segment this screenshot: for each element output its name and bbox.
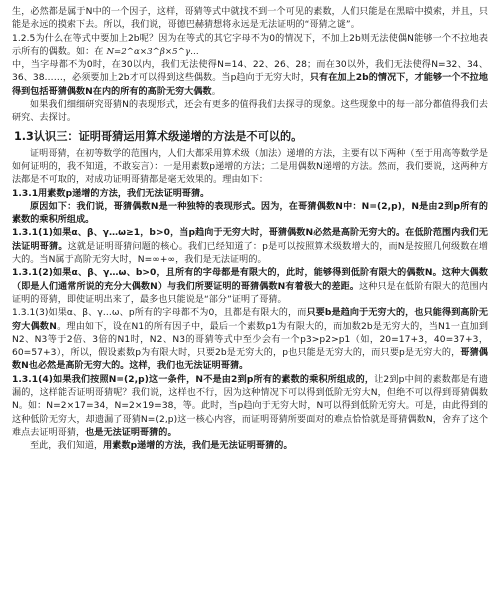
paragraph-1-3-1-4 (12, 374, 488, 440)
subheading-1-3-1 (12, 188, 488, 201)
text-run: 如果我们细细研究哥猜N的表现形式，还会有更多的值得我们去探寻的现象。这些现象中的每一部分都值得我们去研究、去探讨。 (12, 100, 488, 124)
bold-text-run: 1.3.1(1)如果α、β、γ…ω≥1，b>0，当p趋向于无穷大时，哥猜偶数N必然是高阶无穷大的。在低阶范围内我们无法证明哥猜。 (12, 228, 488, 252)
paragraph-1-2-5-cont (12, 59, 488, 99)
bold-text-run: 也是无法证明哥猜的。 (85, 427, 177, 438)
paragraph-phenomena (12, 99, 488, 126)
text-run: 生，必然都是属于N中的一个因子，这样，哥猜等式中就找不到一个可见的素数，人们只能是在黑暗中摸索，并且，只能是永远的摸索下去。所以，我们说，哥德巴赫猜想将永远是无法证明的“哥猜之谜”。 (12, 7, 488, 31)
paragraph-conclusion (12, 440, 488, 453)
bold-text-run: 原因如下：我们说，哥猜偶数N是一种独特的表现形式。因为，在哥猜偶数N中：N=(2,p)，N是由2到p所有的素数的乘积所组成。 (12, 201, 488, 226)
paragraph-1-3-1-2 (12, 267, 488, 307)
section-heading-1-3: 1.3认识三：证明哥猜运用算术级递增的方法是不可以的。 (14, 129, 303, 143)
text-run: 。 (211, 86, 221, 97)
bold-text-run: 用素数p递增的方法，我们是无法证明哥猜的。 (103, 441, 293, 452)
text-run: 让2到p中间的素数都是有遗漏的，这样能否证明哥猜呢？我们说，这样也不行，因为这种情况下可以得到低阶无穷大N，但绝不可以得到哥猜偶数N。如：N=2×17=34，N=2×19=38，等。此时，当p趋向于无穷大时，N可以得到低阶无穷大。可是，由此得到的这种低阶无穷大，却遗漏了哥猜N=(2,p)这一核心内容，而证明哥猜所要面对的难点恰恰就是哥猜偶数N，舍弃了这个难点去证明哥猜， (12, 374, 488, 438)
text-run: 。理由如下，设在N1的所有因子中，最后一个素数p1为有限大的，而加数2b是无穷大的，当N1一直加到N2、N3等于2倍、3倍的N1时，N2、N3的哥猜等式中至少会有一个p3>p2>p1（如，20=17+3，40=37+3，60=57+3），所以，假设素数p为有限大时，只要2b是无穷大的，p也只能是无穷大的，而只要p是无穷大的， (12, 321, 488, 359)
bold-text-run: 只要b是趋向于无穷大的，也只能得到高阶无穷大偶数N (12, 308, 488, 332)
paragraph-1-2-5 (12, 33, 488, 60)
paragraph-conclusion-cont (12, 6, 488, 33)
bold-text-run: 1.3.1(4)如果我们按照N=(2,p)这一条件，N不是由2到p所有的素数的乘积所组成的， (12, 374, 375, 385)
text-run: 中，当字母都不为0时，在30以内，我们无法使得N=14、22、26、28；而在30以外，我们无法使得N=32、34、36、38……，必须要加上2b才可以得到这些偶数。当p趋向于无穷大时， (12, 60, 488, 84)
paragraph-1-3-1-1 (12, 227, 488, 267)
formula-n: N=2^α×3^β×5^γ… (106, 46, 199, 57)
paragraph-methods (12, 148, 488, 188)
text-run: 1.2.5为什么在等式中要加上2b呢？因为在等式的其它字母不为0的情况下，不加上2b则无法使偶N能够一个不拉地表示所有的偶数。如：在 (12, 33, 488, 57)
bold-text-run: 只有在加上2b的情况下，才能够一个不拉地得到包括哥猜偶数N在内的所有的高阶无穷大偶数 (12, 73, 488, 97)
text-run: 这就是证明哥猜问题的核心。我们已经知道了：p是可以按照算术级数增大的，而N是按照几何级数在增大的。当N属于高阶无穷大时，N=∞+∞，我们是无法证明的。 (12, 241, 488, 266)
text-run: 这种只是在低阶有限大的范围内证明的哥猜，即使证明出来了，最多也只能说是“部分”证明了哥猜。 (12, 281, 488, 305)
paragraph-reason (12, 201, 488, 228)
text-run: 至此，我们知道， (30, 441, 104, 452)
paragraph-1-3-1-3 (12, 307, 488, 373)
text-run: 1.3.1(3)如果α、β、γ…ω、p所有的字母都不为0，且都是有限大的，而 (12, 308, 307, 319)
text-run: 证明哥猜，在初等数学的范围内，人们大都采用算术级（加法）递增的方法，主要有以下两种（至于用高等数学是如何证明的，我不知道，不敢妄言）：一是用素数p递增的方法；二是用偶数N递增的方法。然而，我们要说，这两种方法都是不可取的，对成功证明哥猜都是毫无效果的。理由如下： (12, 148, 488, 186)
bold-text-run: 1.3.1(2)如果α、β、γ…ω、b>0，且所有的字母都是有限大的，此时，能够得到低阶有限大的偶数N。这种大偶数（即是人们通常所说的充分大偶数N）与我们所要证明的哥猜偶数N有着极大的差距。 (12, 268, 488, 292)
bold-text-run: 1.3.1用素数p递增的方法，我们无法证明哥猜。 (12, 188, 210, 199)
bold-text-run: 哥猜偶数N也必然是高阶无穷大的。这样，我们也无法证明哥猜。 (12, 348, 488, 372)
